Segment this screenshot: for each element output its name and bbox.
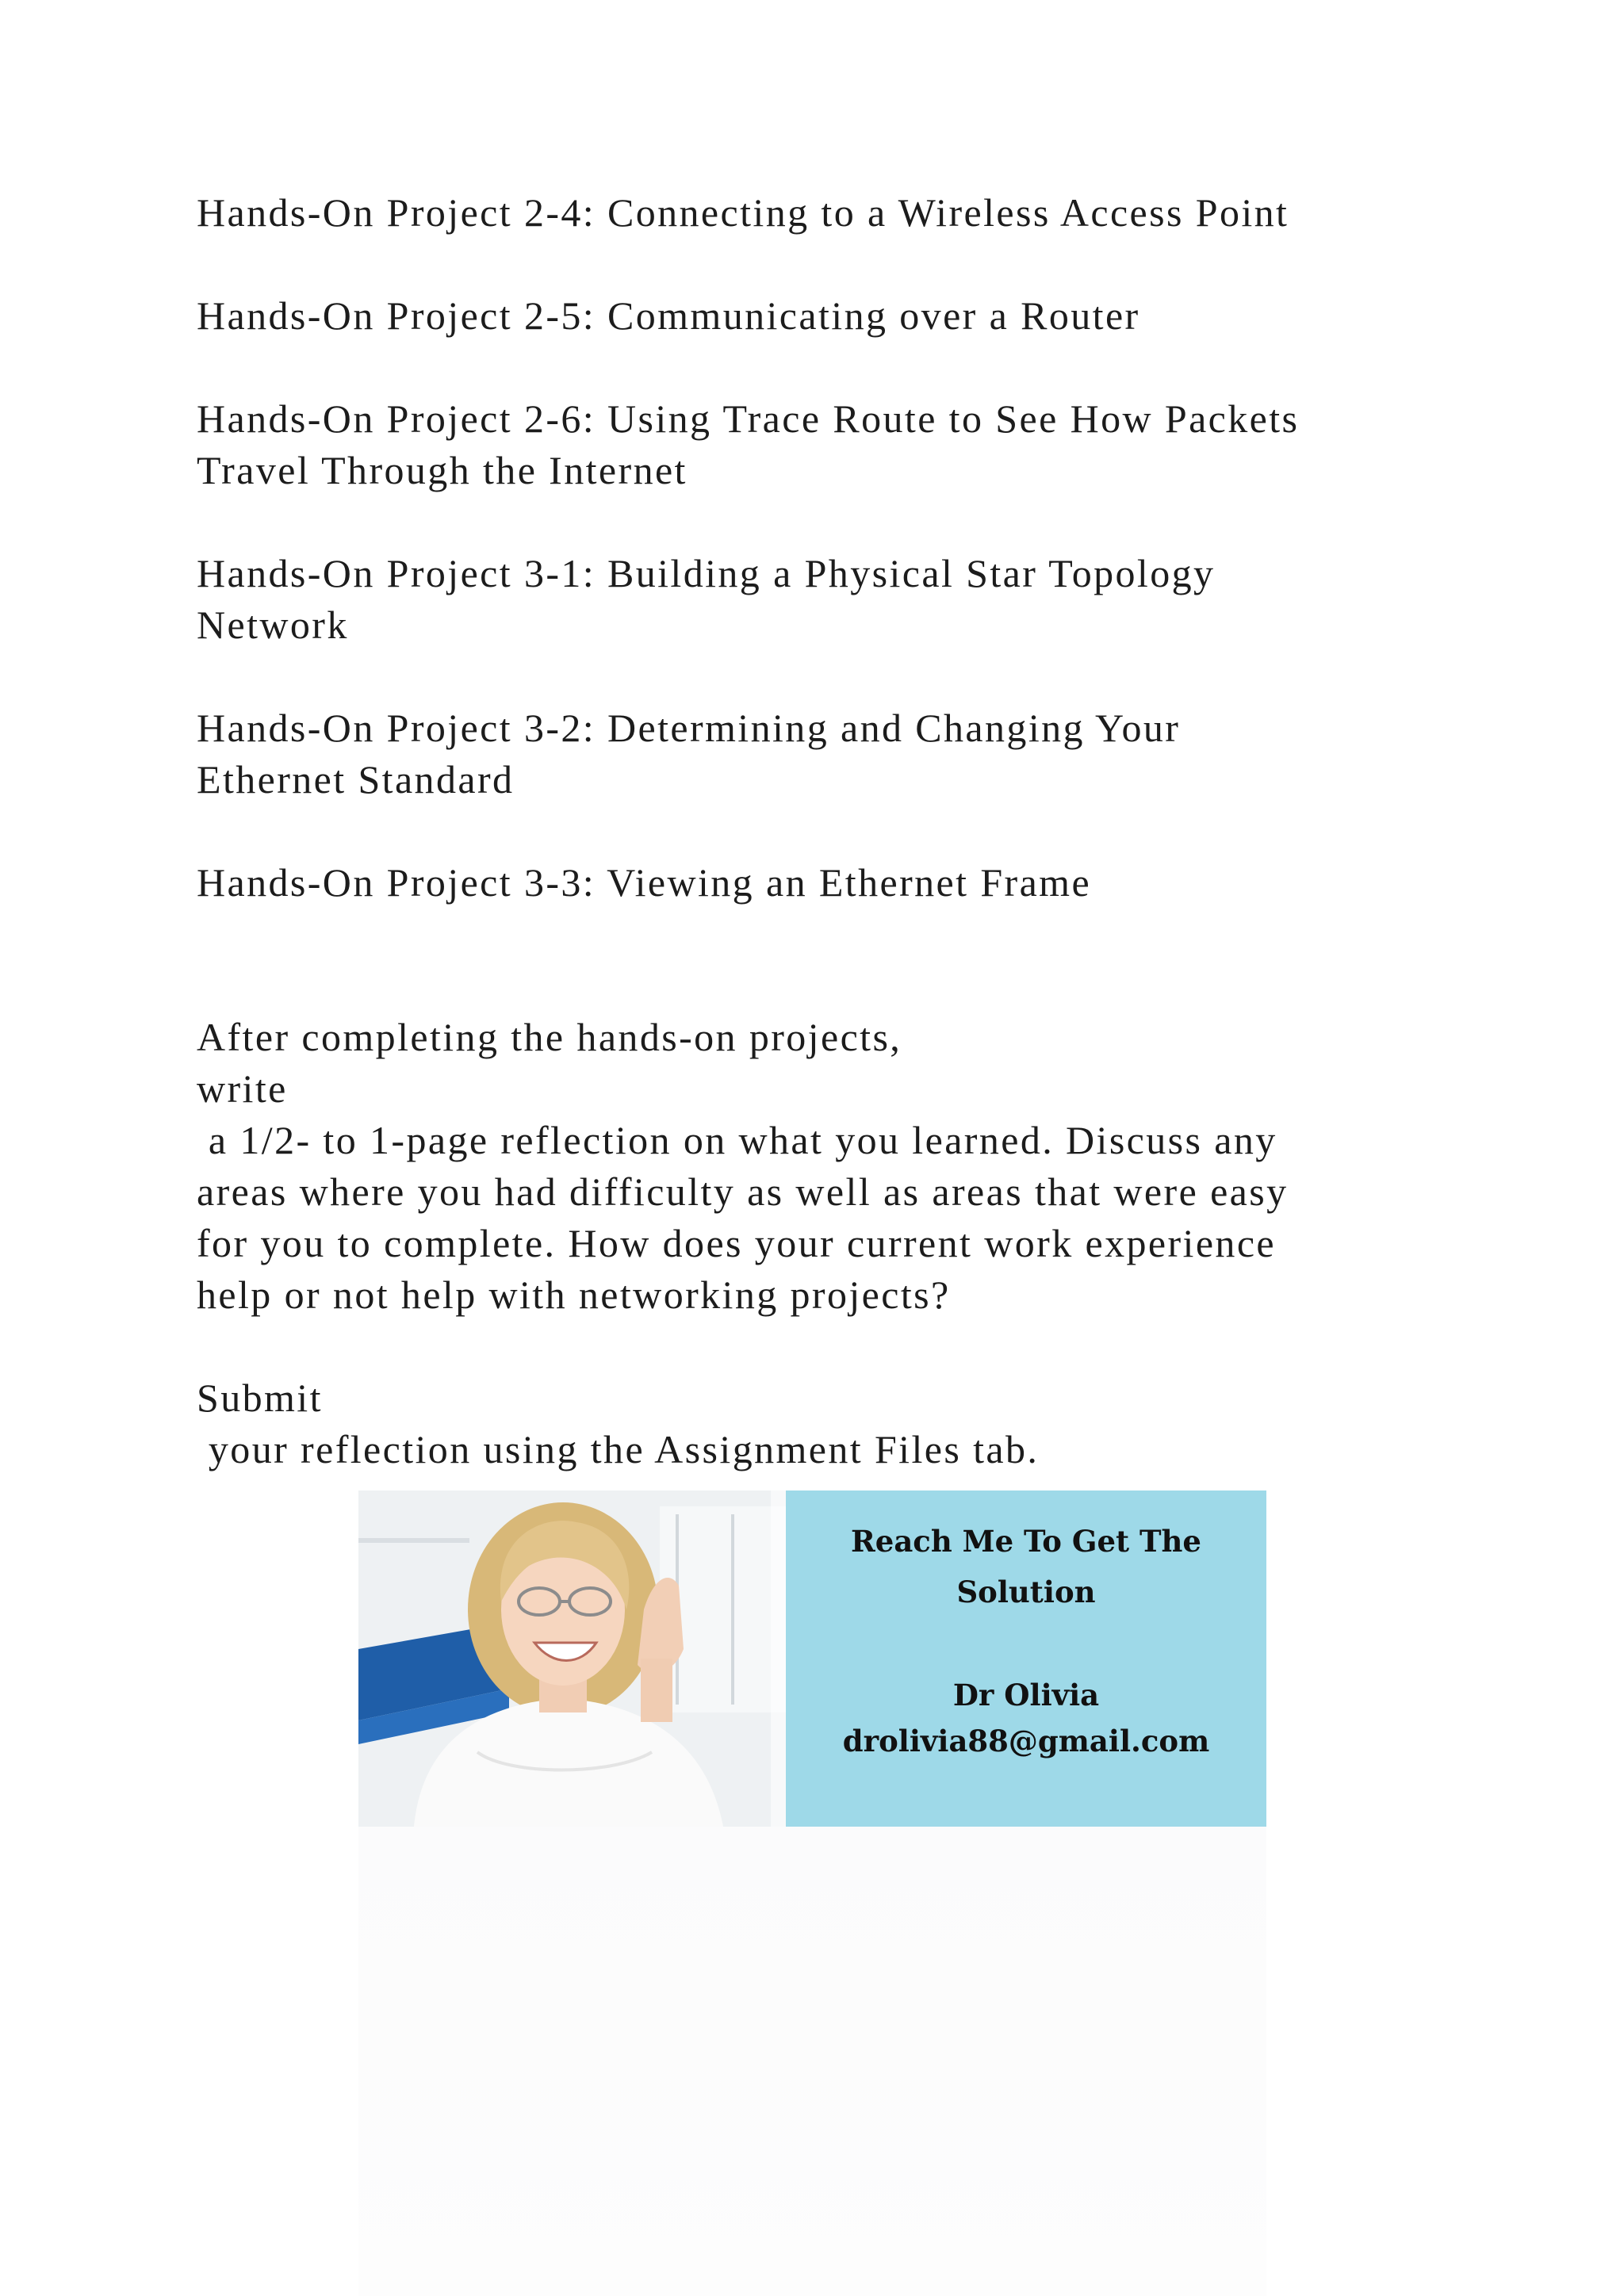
document-body — [197, 187, 1434, 1475]
woman-illustration — [358, 1490, 786, 1827]
project-line: Hands-On Project 2-4: Connecting to a Wireless Access Point — [197, 190, 1289, 235]
project-item — [197, 187, 1434, 239]
project-line: Hands-On Project 3-1: Building a Physical Star Topology — [197, 551, 1216, 595]
project-item — [197, 548, 1434, 651]
contact-email: drolivia88@gmail.com — [842, 1724, 1210, 1758]
image-lower-area — [358, 1827, 1266, 2296]
project-line: Network — [197, 603, 349, 647]
submit-line: Submit — [197, 1376, 323, 1420]
woman-photo — [358, 1490, 786, 1827]
submit-line: your reflection using the Assignment Files tab. — [197, 1427, 1040, 1471]
instructions-paragraph — [197, 1012, 1434, 1321]
promo-banner — [358, 1490, 1266, 1827]
submit-paragraph — [197, 1372, 1434, 1475]
instructions-line: write — [197, 1066, 288, 1111]
project-line: Hands-On Project 2-6: Using Trace Route to See How Packets — [197, 396, 1300, 441]
instructions-line: areas where you had difficulty as well as areas that were easy — [197, 1169, 1289, 1214]
project-item — [197, 393, 1434, 496]
project-line: Hands-On Project 2-5: Communicating over a Router — [197, 293, 1140, 338]
instructions-line: a 1/2- to 1-page reflection on what you learned. Discuss any — [197, 1118, 1277, 1162]
project-item — [197, 857, 1434, 909]
project-item — [197, 290, 1434, 342]
instructions-line: help or not help with networking projects? — [197, 1272, 951, 1317]
contact-card — [786, 1490, 1266, 1827]
project-line: Hands-On Project 3-2: Determining and Changing Your — [197, 706, 1181, 750]
project-line: Hands-On Project 3-3: Viewing an Ethernet Frame — [197, 860, 1092, 905]
card-headline-2: Solution — [956, 1575, 1096, 1609]
project-line: Travel Through the Internet — [197, 448, 688, 492]
project-item — [197, 702, 1434, 806]
project-line: Ethernet Standard — [197, 757, 515, 802]
card-headline: Reach Me To Get The — [851, 1524, 1201, 1559]
instructions-line: After completing the hands-on projects, — [197, 1015, 902, 1059]
instructions-line: for you to complete. How does your current work experience — [197, 1221, 1277, 1265]
contact-name: Dr Olivia — [952, 1678, 1100, 1712]
